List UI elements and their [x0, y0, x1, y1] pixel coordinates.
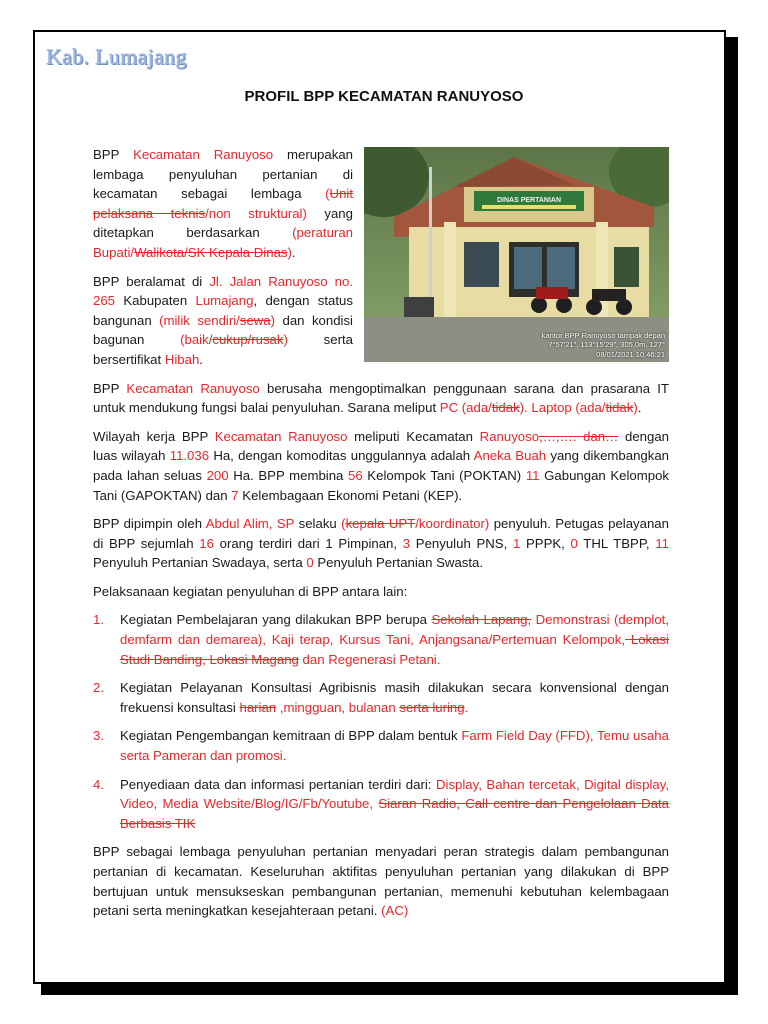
- text: Display, Bahan tercetak, Digital display, Video, Media Website/Blog/IG/Fb/Youtube,: [120, 776, 670, 812]
- text: /koordinator): [415, 516, 490, 532]
- list-item: [93, 678, 669, 717]
- text: Kegiatan Pembelajaran yang dilakukan BPP berupa: [120, 612, 432, 628]
- list-number: 2.: [93, 680, 104, 696]
- list-item: [93, 610, 669, 669]
- text: BPP dipimpin oleh: [93, 516, 206, 532]
- text: Kegiatan Pengembangan kemitraan di BPP dalam bentuk: [120, 728, 462, 744]
- text: penyuluh. Petugas pelayanan di BPP sejumlah: [93, 516, 669, 551]
- text: berusaha mengoptimalkan penggunaan sarana dan prasarana IT untuk mendukung fungsi balai penyuluhan. Sarana meliput: [93, 380, 669, 416]
- photo-caption-line: 08/01/2021 10:46:21: [596, 349, 665, 359]
- text: Kelompok Tani (POKTAN): [362, 467, 526, 483]
- text: Penyuluh Pertanian Swadaya, serta: [93, 555, 307, 571]
- text: Ha. BPP membina: [228, 467, 349, 483]
- text: Penyuluh PNS,: [410, 535, 513, 551]
- text: THL TBPP,: [577, 535, 656, 551]
- text: .: [291, 244, 296, 260]
- text: , dengan status bangunan: [93, 293, 353, 328]
- text: 1: [512, 535, 521, 551]
- text: .: [637, 400, 642, 416]
- photo-caption-line: kantor BPP Ranuyoso tampak depan: [541, 330, 665, 340]
- text: Demonstrasi (demplot, demfarm dan demarea), Kaji terap, Kursus Tani, Anjangsana/Pertemuan Kelompok,: [120, 612, 669, 648]
- strike-text: Unit pelaksana teknis: [93, 186, 353, 221]
- text: meliputi Kecamatan: [347, 428, 480, 444]
- text: BPP sebagai lembaga penyuluhan pertanian menyadari peran strategis dalam pembangunan pertanian di kecamatan. Keseluruhan aktifitas penyuluhan pertanian yang dilakukan di BPP bertujuan untuk mensukseskan pembangunan pertanian, memenuhi kebutuhan kelembagaan petani serta meningkatkan kesejahteraan petani.: [93, 844, 669, 919]
- strike-text: tidak: [491, 400, 520, 416]
- text: Pelaksanaan kegiatan penyuluhan di BPP antara lain:: [93, 583, 408, 599]
- text: Kecamatan Ranuyoso: [214, 428, 348, 444]
- document-body: [93, 145, 669, 930]
- strike-text: tidak: [605, 400, 634, 416]
- text: Kabupaten: [115, 293, 196, 309]
- office-sign-text: DINAS PERTANIAN: [496, 197, 562, 204]
- text: Lumajang: [195, 293, 254, 309]
- text: (AC): [381, 903, 409, 919]
- text: (baik/: [180, 332, 213, 348]
- paragraph-staff: [93, 514, 669, 573]
- strike-text: serta luring: [399, 699, 465, 715]
- text: Jl. Jalan Ranuyoso no. 265: [93, 273, 353, 309]
- text: Penyuluh Pertanian Swasta.: [313, 555, 484, 571]
- text: serta bersertifikat: [93, 332, 353, 367]
- list-item: [93, 775, 669, 834]
- text: yang ditetapkan berdasarkan: [93, 205, 353, 241]
- text: ). Laptop (ada/: [519, 400, 606, 416]
- text: 16: [199, 535, 214, 551]
- text: dan kondisi bagunan: [93, 312, 353, 348]
- text: 56: [348, 467, 363, 483]
- text: Kegiatan Pelayanan Konsultasi Agribisnis masih dilakukan secara konvensional dengan frekuensi konsultasi: [120, 680, 669, 715]
- text: Kecamatan Ranuyoso: [133, 147, 274, 162]
- text: (peraturan Bupati/: [93, 225, 353, 260]
- strike-text: Lokasi Studi Banding, Lokasi Magang: [120, 632, 669, 667]
- text: BPP beralamat di: [93, 273, 210, 289]
- text: dengan luas wilayah: [93, 428, 669, 464]
- text: Penyediaan data dan informasi pertanian terdiri dari:: [120, 776, 436, 792]
- list-number: 3.: [93, 728, 104, 744]
- text: Abdul Alim, SP: [205, 516, 295, 532]
- text: ,mingguan, bulanan: [276, 699, 400, 715]
- list-number: 4.: [93, 776, 104, 792]
- text: .: [464, 699, 469, 715]
- strike-text: ,…,…. dan…: [539, 428, 619, 444]
- paragraph-activities-intro: [93, 582, 669, 602]
- text: dan Regenerasi Petani.: [298, 651, 441, 667]
- text: BPP: [93, 380, 127, 396]
- text: ): [633, 400, 638, 416]
- text: 0: [570, 535, 578, 551]
- text: 11: [525, 467, 540, 483]
- list-item: [93, 726, 669, 765]
- text: 3: [402, 535, 411, 551]
- text: (: [325, 186, 330, 202]
- text: .: [199, 351, 203, 367]
- activities-list: [93, 610, 669, 833]
- text: Farm Field Day (FFD), Temu usaha serta Pameran dan promosi: [120, 728, 669, 764]
- text: (: [341, 516, 346, 532]
- text: orang terdiri dari 1 Pimpinan,: [213, 535, 403, 551]
- paragraph-closing: [93, 842, 669, 920]
- list-number: 1.: [93, 612, 104, 628]
- text: Aneka Buah: [473, 448, 547, 464]
- strike-text: Siaran Radio, Call centre dan Pengelolaan Data Berbasis TIK: [120, 796, 669, 831]
- text: merupakan lembaga penyuluhan pertanian di kecamatan sebagai lembaga: [93, 147, 353, 202]
- photo-caption: [542, 331, 665, 360]
- text: .: [282, 748, 287, 764]
- text: (milik sendiri/: [159, 312, 240, 328]
- text: 0: [306, 555, 314, 571]
- text: yang dikembangkan pada lahan seluas: [93, 448, 670, 483]
- bpp-office-photo: [364, 147, 669, 362]
- text: 7: [231, 487, 239, 503]
- strike-text: Walikota/SK Kepala Dinas: [134, 244, 288, 260]
- text: BPP: [93, 147, 134, 162]
- text: Ha, dengan komoditas unggulannya adalah: [209, 448, 474, 464]
- text: 200: [206, 467, 229, 483]
- region-header: Kab. Lumajang: [46, 44, 187, 69]
- text: ): [283, 332, 288, 348]
- paragraph-facilities: [93, 379, 669, 418]
- strike-text: cukup/rusak: [212, 332, 284, 348]
- text: Kecamatan Ranuyoso: [126, 380, 260, 396]
- text: PPPK,: [520, 535, 571, 551]
- text: Gabungan Kelompok Tani (GAPOKTAN) dan: [93, 467, 669, 503]
- text: ): [287, 244, 292, 260]
- strike-text: harian: [239, 699, 277, 715]
- text: 11.036: [169, 448, 210, 464]
- photo-caption-line: 7°57'21", 113°15'29", 305,0m, 127°: [548, 340, 665, 349]
- strike-text: Sekolah Lapang,: [431, 612, 532, 628]
- page-title: PROFIL BPP KECAMATAN RANUYOSO: [244, 88, 524, 105]
- text: ): [270, 312, 276, 328]
- text: selaku: [294, 516, 342, 532]
- text: 11: [655, 535, 669, 551]
- text: /non struktural): [205, 205, 307, 221]
- strike-text: sewa: [239, 312, 271, 328]
- text: Wilayah kerja BPP: [93, 428, 215, 444]
- text: PC (ada/: [439, 400, 492, 416]
- text: Hibah: [164, 351, 200, 367]
- paragraph-work-area: [93, 427, 669, 505]
- text: Kelembagaan Ekonomi Petani (KEP).: [238, 487, 463, 503]
- strike-text: kepala UPT: [345, 516, 416, 532]
- text: Ranuyoso: [479, 428, 540, 444]
